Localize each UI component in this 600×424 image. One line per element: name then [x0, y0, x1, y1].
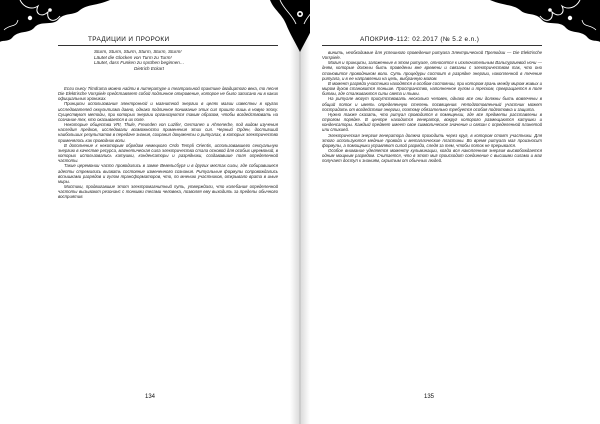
header-rule [322, 45, 542, 46]
paragraph: Нужно также сказать, что ритуал проводится в помещении, где все предметы расставлены в строгом порядке. В центре находится генератор, вокруг которого размещаются катушки и конденсаторы. Каждый предмет имеет свое символическое значение и связан с определенной планетой или стихией. [322, 111, 542, 133]
paragraph: Магия и принципы, заложенные в этом ритуале, относятся к исключительным Вальпургиевой ночи — дням, которые должны быть проведены вне времени и связаны с электричеством так, что оно становится проводником воли. Суть процедуры состоит в разрядке энергии, накопленной в течение ритуала, и в ее направлении на цель, выбранную магом. [322, 60, 542, 81]
floral-ornament-icon [490, 0, 600, 42]
epigraph-line: Läutet, dass Funken zu sprühen beginnen… [94, 60, 185, 66]
paragraph: Мистики, продвигавшие этот электромагнитный путь, утверждали, что колебания определенной частоты вызывают резонанс с тонкими телами человека, позволяя ему выходить за пределы обычного восприятия. [58, 183, 278, 200]
paragraph: Особое внимание уделяется моменту кульминации, когда вся накопленная энергия высвобождается одним мощным разрядом. Считается, что в этот миг происходит соединение с высшими силами и маг получает доступ к знаниям, скрытым от обычных людей. [322, 147, 542, 164]
epigraph [94, 49, 274, 71]
body-text [58, 86, 278, 386]
epigraph-author: Dietrich Eckart [134, 65, 164, 71]
paragraph: Такие церемонии часто проводились в замке Вевельсбург и в других местах силы, где собиравшиеся адепты стремились вызвать состояние измененного сознания. Ритуальные формулы сопровождались вспышками разрядов и гулом трансформаторов, что, по мнению участников, открывало врата в иные миры. [58, 163, 278, 184]
running-head: АПОКРИФ-112: 02.2017 (№ 5.2 e.n.) [360, 36, 480, 43]
running-head: ТРАДИЦИИ И ПРОРОКИ [88, 36, 170, 43]
page-number: 135 [424, 394, 435, 400]
paragraph: Некоторые общества VRI, Thule, Freunden von Luzifer, Germanen и Ahnenerbe, под видом изучения наследия предков, исследовали возможности применения этих сил. Черный Орден, достигший наибольших результатов в передаче знания, сохранил документы о ритуалах, в которых электричество применялось как проводник воли. [58, 122, 278, 143]
paragraph: На ритуале могут присутствовать несколько человек, однако все они должны быть вовлечены в общий поток и иметь определенную степень посвящения. Неподготовленный участник может пострадать от воздействия энергии, поэтому обязательно требуется особая подготовка и защита. [322, 96, 542, 112]
epigraph-line: Läutet die Glocken von Turm zu Turm! [94, 54, 172, 60]
paragraph: В дополнение к некоторым обрядам немецкого Ordo Templi Orientis, использовавшего сексуальную энергию в качестве ресурса, магнетическая сила электричества стала основой для особых церемоний, в которых использовались катушки, конденсаторы и разрядники, создававшие поля определенной частоты. [58, 142, 278, 164]
header-rule [58, 45, 278, 46]
paragraph: В момент разряда участники находятся в особом состоянии, при котором грань между миром живых и миром духов становится тоньше. Пространство, наполненное гулом и треском, превращается в поле битвы, где сталкиваются силы света и тьмы. [322, 80, 542, 97]
paragraph: Электрическая энергия генератора должна проходить через круг, в котором стоят участники. Для этого используются медные провода и металлические пластины. Во время ритуала маг произносит формулы, а помощники управляют силой разряда, следя за тем, чтобы поток не прерывался. [322, 132, 542, 148]
page-number: 134 [145, 394, 156, 400]
book-gutter [290, 0, 310, 424]
paragraph: Если пьесу Timdrama можно найти в литературе и театральной практике двадцатого века, то песня Die Elektrische Vorspiele представляет собой подлинное откровение, которое не было записано ни в каких официальных хрониках. [58, 86, 278, 102]
paragraph: Принципы использования электронной и магнитной энергии в целях магии известны в кругах исследователей оккультизма давно, однако подлинное понимание этих сил пришло лишь в новую эпоху. Существуют методы, при которых энергии организуются таким образом, чтобы воздействовать на сознание тех, кто оказывается в их поле. [58, 101, 278, 122]
left-page [0, 0, 290, 424]
paragraph: винить, необходимые для успешного проведения ритуала Электрической Прелюдии — Die Elektrische Vorspiele. [322, 50, 542, 61]
epigraph-line: Sturm, Sturm, Sturm, Sturm, Sturm, Sturm! [94, 49, 182, 54]
body-text [322, 50, 542, 388]
